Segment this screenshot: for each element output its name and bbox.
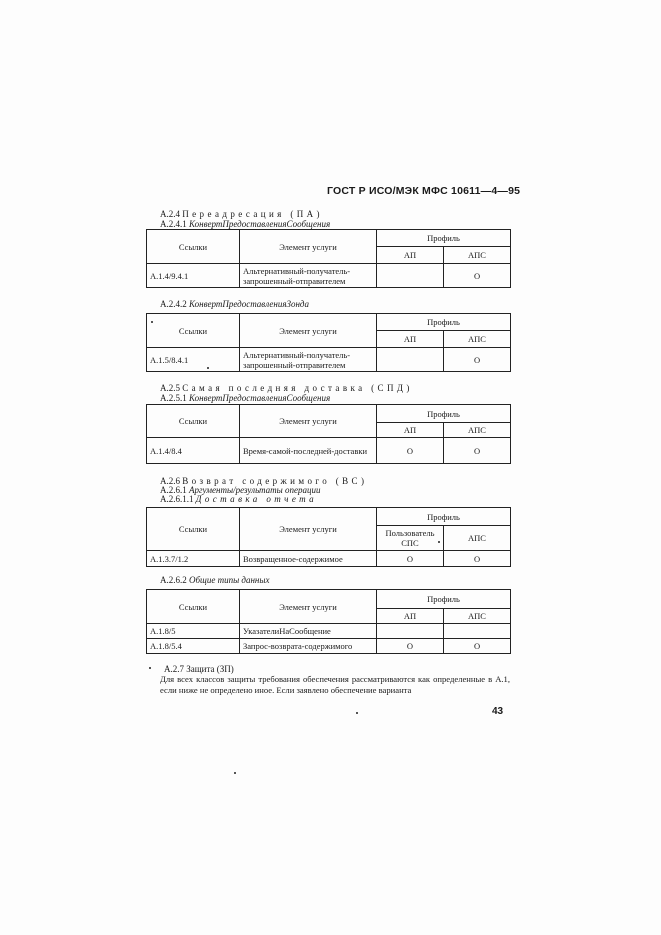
subsection-heading-a262 <box>160 575 269 585</box>
section-title: Защита (ЗП) <box>186 664 234 674</box>
col-header-refs: Ссылки <box>147 230 240 264</box>
subsection-title: КонвертПредоставленияЗонда <box>189 299 309 309</box>
cell-aps: O <box>444 639 511 654</box>
section-heading-a24 <box>160 209 323 219</box>
cell-element: Запрос-возврата-содержимого <box>240 639 377 654</box>
section-number: A.2.4 <box>160 209 180 219</box>
subsection-heading-a251 <box>160 393 330 403</box>
col-header-sub: АПС <box>444 526 511 551</box>
subsection-number: A.2.6.1.1 <box>160 494 194 504</box>
subsection-title: КонвертПредоставленияСообщения <box>189 219 331 229</box>
section-number: A.2.7 <box>164 664 184 674</box>
subsection-heading-a242 <box>160 299 309 309</box>
cell-element: Альтернативный-получатель-запрошенный-отправителем <box>240 348 377 372</box>
table-row <box>147 624 511 639</box>
table-row <box>147 348 511 372</box>
cell-ref: A.1.8/5 <box>147 624 240 639</box>
subsection-number: A.2.6.1 <box>160 485 187 495</box>
subsection-number: A.2.4.2 <box>160 299 187 309</box>
page-number: 43 <box>492 706 504 717</box>
table-a262 <box>146 589 511 654</box>
subsection-number: A.2.5.1 <box>160 393 187 403</box>
col-header-sub: АПС <box>444 423 511 438</box>
col-header-refs: Ссылки <box>147 405 240 438</box>
cell-ref: A.1.5/8.4.1 <box>147 348 240 372</box>
table-row <box>147 639 511 654</box>
col-header-element: Элемент услуги <box>240 508 377 551</box>
subsection-number: A.2.4.1 <box>160 219 187 229</box>
col-header-sub: АПС <box>444 247 511 264</box>
cell-aps <box>444 624 511 639</box>
col-header-profile: Профиль <box>377 590 511 609</box>
cell-ref: A.1.4/9.4.1 <box>147 264 240 288</box>
col-header-profile: Профиль <box>377 230 511 247</box>
table-row <box>147 551 511 567</box>
col-header-element: Элемент услуги <box>240 230 377 264</box>
section-heading-a27 <box>164 664 234 674</box>
cell-ap <box>377 348 444 372</box>
col-header-refs: Ссылки <box>147 508 240 551</box>
col-header-sub: АП <box>377 247 444 264</box>
body-paragraph: Для всех классов защиты требования обеспечения рассматриваются как определенные в A.1, если ниже не определено иное. Если заявлено обеспечение варианта <box>160 674 510 695</box>
cell-ref: A.1.4/8.4 <box>147 438 240 464</box>
col-header-sub: АП <box>377 609 444 624</box>
col-header-sub: АПС <box>444 331 511 348</box>
section-heading-a25 <box>160 383 413 393</box>
col-header-profile: Профиль <box>377 314 511 331</box>
col-header-profile: Профиль <box>377 405 511 423</box>
table-a241 <box>146 229 511 288</box>
cell-ap: O <box>377 551 444 567</box>
table-a251 <box>146 404 511 464</box>
cell-element: Возвращенное-содержимое <box>240 551 377 567</box>
cell-ap <box>377 624 444 639</box>
cell-ap: O <box>377 438 444 464</box>
section-number: A.2.6 <box>160 476 180 486</box>
section-number: A.2.5 <box>160 383 180 393</box>
scan-speck <box>149 667 151 669</box>
scan-speck <box>356 712 358 714</box>
table-a242 <box>146 313 511 372</box>
col-header-sub: АП <box>377 331 444 348</box>
col-header-sub: АП <box>377 423 444 438</box>
scan-speck <box>207 367 209 369</box>
subsection-number: A.2.6.2 <box>160 575 187 585</box>
scan-speck <box>234 772 236 774</box>
cell-ref: A.1.8/5.4 <box>147 639 240 654</box>
col-header-profile: Профиль <box>377 508 511 526</box>
col-header-refs: Ссылки <box>147 314 240 348</box>
cell-element: Время-самой-последней-доставки <box>240 438 377 464</box>
section-title: Самая последняя доставка (СПД) <box>182 383 413 393</box>
col-header-element: Элемент услуги <box>240 405 377 438</box>
section-title: Возврат содержимого (ВС) <box>182 476 368 486</box>
cell-element: Альтернативный-получатель-запрошенный-отправителем <box>240 264 377 288</box>
section-title: Переадресация (ПА) <box>182 209 323 219</box>
cell-aps: O <box>444 551 511 567</box>
table-a2611 <box>146 507 511 567</box>
subsection-title: Доставка отчета <box>195 494 318 504</box>
col-header-element: Элемент услуги <box>240 314 377 348</box>
cell-element: УказателиНаСообщение <box>240 624 377 639</box>
cell-aps: O <box>444 348 511 372</box>
subsection-heading-a241 <box>160 219 330 229</box>
table-row <box>147 264 511 288</box>
cell-ap: O <box>377 639 444 654</box>
scan-speck <box>438 541 440 543</box>
col-header-element: Элемент услуги <box>240 590 377 624</box>
subsection-title: КонвертПредоставленияСообщения <box>189 393 331 403</box>
subsection-title: Аргументы/результаты операции <box>189 485 321 495</box>
document-header: ГОСТ Р ИСО/МЭК МФС 10611—4—95 <box>327 185 521 197</box>
cell-aps: O <box>444 438 511 464</box>
cell-ap <box>377 264 444 288</box>
cell-aps: O <box>444 264 511 288</box>
subsection-title: Общие типы данных <box>189 575 270 585</box>
table-row <box>147 438 511 464</box>
cell-ref: A.1.3.7/1.2 <box>147 551 240 567</box>
scan-speck <box>151 321 153 323</box>
subsection-heading-a2611 <box>160 494 317 504</box>
col-header-sub: Пользователь СПС <box>377 526 444 551</box>
col-header-refs: Ссылки <box>147 590 240 624</box>
col-header-sub: АПС <box>444 609 511 624</box>
